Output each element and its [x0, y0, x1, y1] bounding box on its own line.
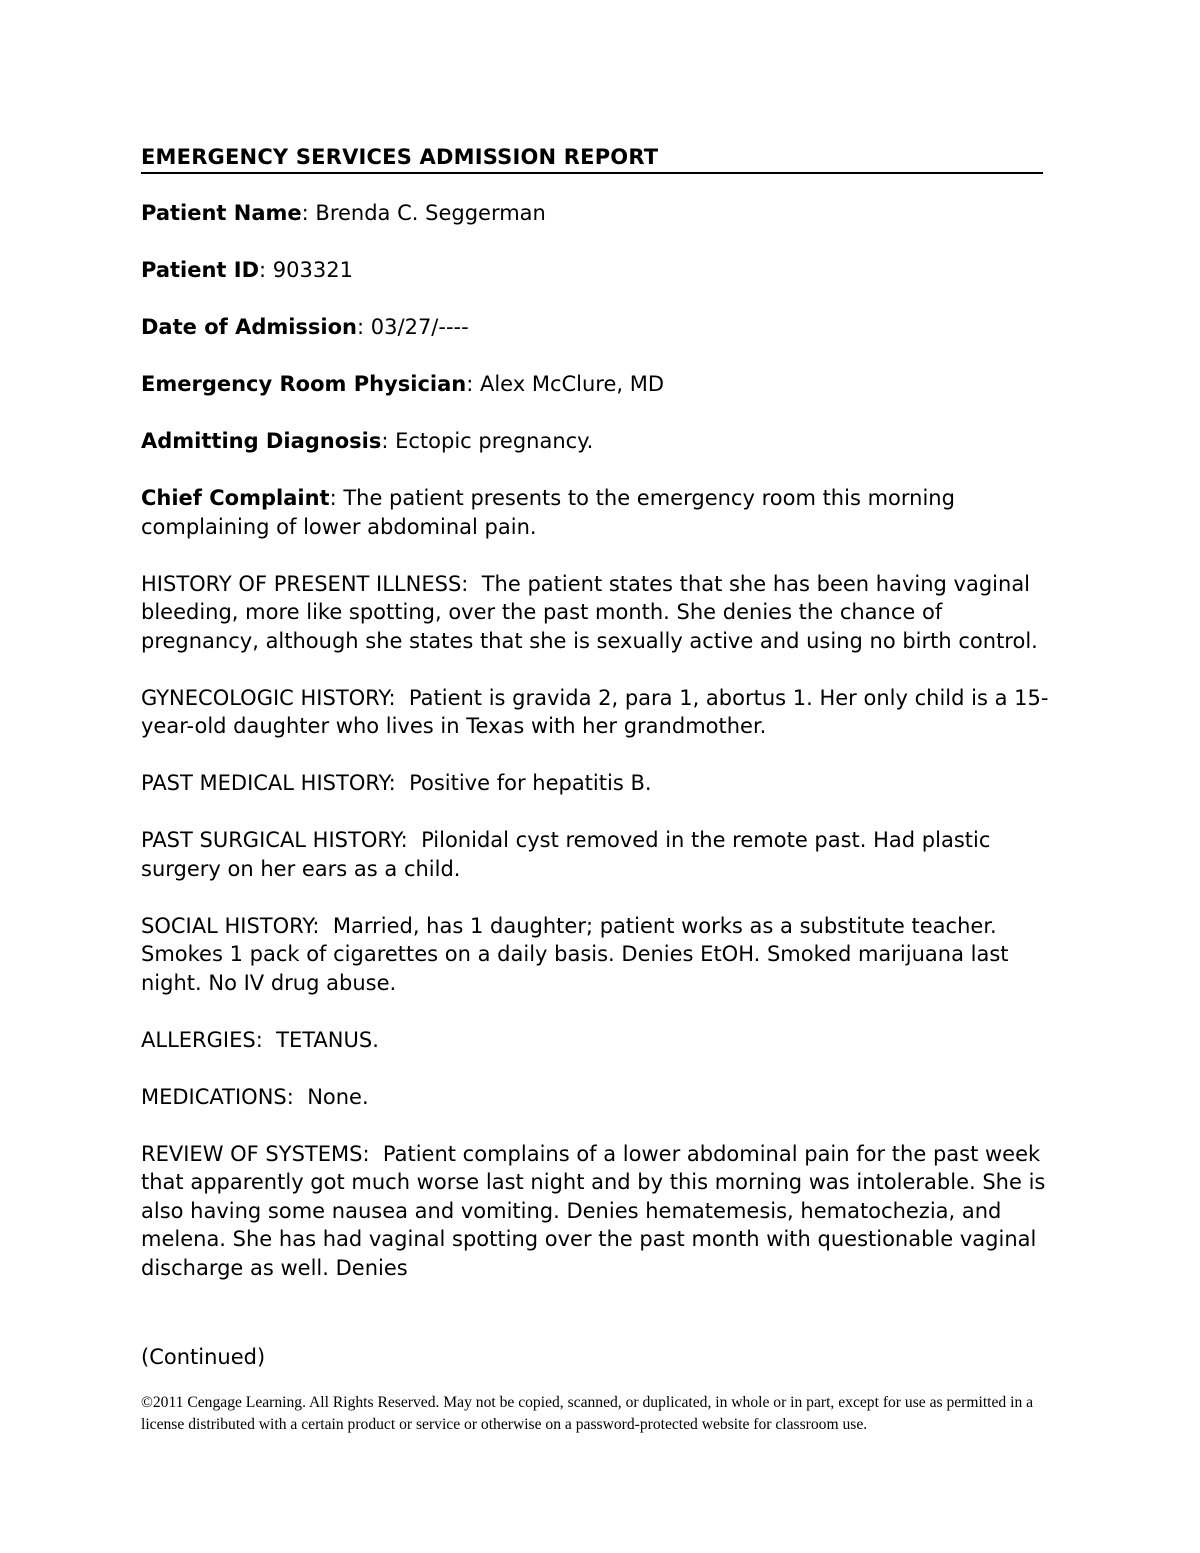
field-separator: :	[357, 315, 371, 339]
section-text: Positive for hepatitis B.	[409, 771, 652, 795]
section-text: None.	[307, 1084, 369, 1109]
field-value: Alex McClure, MD	[479, 372, 665, 396]
section-history-present-illness	[141, 570, 1066, 656]
field-value: Ectopic pregnancy.	[395, 429, 594, 453]
section-gynecologic-history	[141, 684, 1066, 741]
field-separator: :	[466, 372, 480, 396]
field-separator: :	[259, 258, 273, 282]
section-text: Patient complains of a lower abdominal pain for the past week that apparently got much worse last night and by this morning was intolerable. She is also having some nausea and vomiting. Denies hematemesis, hematochezia, and melena. She has had vaginal spotting over the past month with questionable vaginal discharge as well. Denies	[141, 1141, 1046, 1280]
field-patient-name	[141, 199, 1066, 228]
field-separator: :	[381, 429, 396, 453]
section-text: Pilonidal cyst removed in the remote past. Had plastic surgery on her ears as a child.	[141, 828, 991, 881]
section-text: TETANUS.	[276, 1027, 379, 1052]
field-date-of-admission	[141, 313, 1066, 342]
section-heading: REVIEW OF SYSTEMS:	[141, 1141, 370, 1166]
field-separator: :	[301, 201, 316, 225]
report-page	[141, 140, 1066, 1433]
section-heading: SOCIAL HISTORY:	[141, 913, 320, 938]
section-heading: MEDICATIONS:	[141, 1084, 294, 1109]
section-text: Patient is gravida 2, para 1, abortus 1. Her only child is a 15-year-old daughter who lives in Texas with her grandmother.	[141, 685, 1049, 738]
section-medications	[141, 1083, 1066, 1112]
section-heading: ALLERGIES:	[141, 1027, 263, 1052]
section-text: Married, has 1 daughter; patient works as a substitute teacher. Smokes 1 pack of cigarettes on a daily basis. Denies EtOH. Smoked marijuana last night. No IV drug abuse.	[141, 913, 1009, 995]
field-chief-complaint	[141, 484, 1066, 541]
field-label: Date of Admission	[141, 315, 358, 339]
section-heading: HISTORY OF PRESENT ILLNESS:	[141, 571, 469, 596]
field-separator: :	[329, 486, 344, 510]
field-admitting-diagnosis	[141, 427, 1066, 456]
field-label: Patient ID	[141, 258, 260, 282]
field-er-physician	[141, 370, 1066, 399]
field-patient-id	[141, 256, 1066, 285]
section-heading: PAST SURGICAL HISTORY:	[141, 828, 408, 852]
field-value: 903321	[272, 258, 353, 282]
field-label: Patient Name	[141, 201, 302, 225]
section-social-history	[141, 912, 1066, 998]
section-text: The patient states that she has been having vaginal bleeding, more like spotting, over the past month. She denies the chance of pregnancy, although she states that she is sexually active and using no birth control.	[141, 571, 1038, 653]
section-past-surgical-history	[141, 826, 1066, 883]
field-label: Chief Complaint	[141, 486, 330, 510]
section-heading: GYNECOLOGIC HISTORY:	[141, 685, 396, 710]
field-value: Brenda C. Seggerman	[315, 201, 546, 225]
field-label: Emergency Room Physician	[141, 372, 467, 396]
section-allergies	[141, 1026, 1066, 1055]
field-label: Admitting Diagnosis	[141, 429, 382, 453]
copyright-notice: ©2011 Cengage Learning. All Rights Reserved. May not be copied, scanned, or duplicated, in whole or in part, except for use as permitted in a license distributed with a certain product or service or otherwise on a password-protected website for classroom use.	[141, 1394, 1034, 1433]
section-review-of-systems	[141, 1140, 1066, 1283]
section-heading: PAST MEDICAL HISTORY:	[141, 771, 396, 795]
section-past-medical-history	[141, 769, 1066, 798]
field-value: The patient presents to the emergency room this morning complaining of lower abdominal pain.	[141, 486, 955, 539]
field-value: 03/27/----	[370, 315, 469, 339]
continued-label: (Continued)	[141, 1345, 266, 1369]
report-title: EMERGENCY SERVICES ADMISSION REPORT	[141, 140, 1043, 174]
